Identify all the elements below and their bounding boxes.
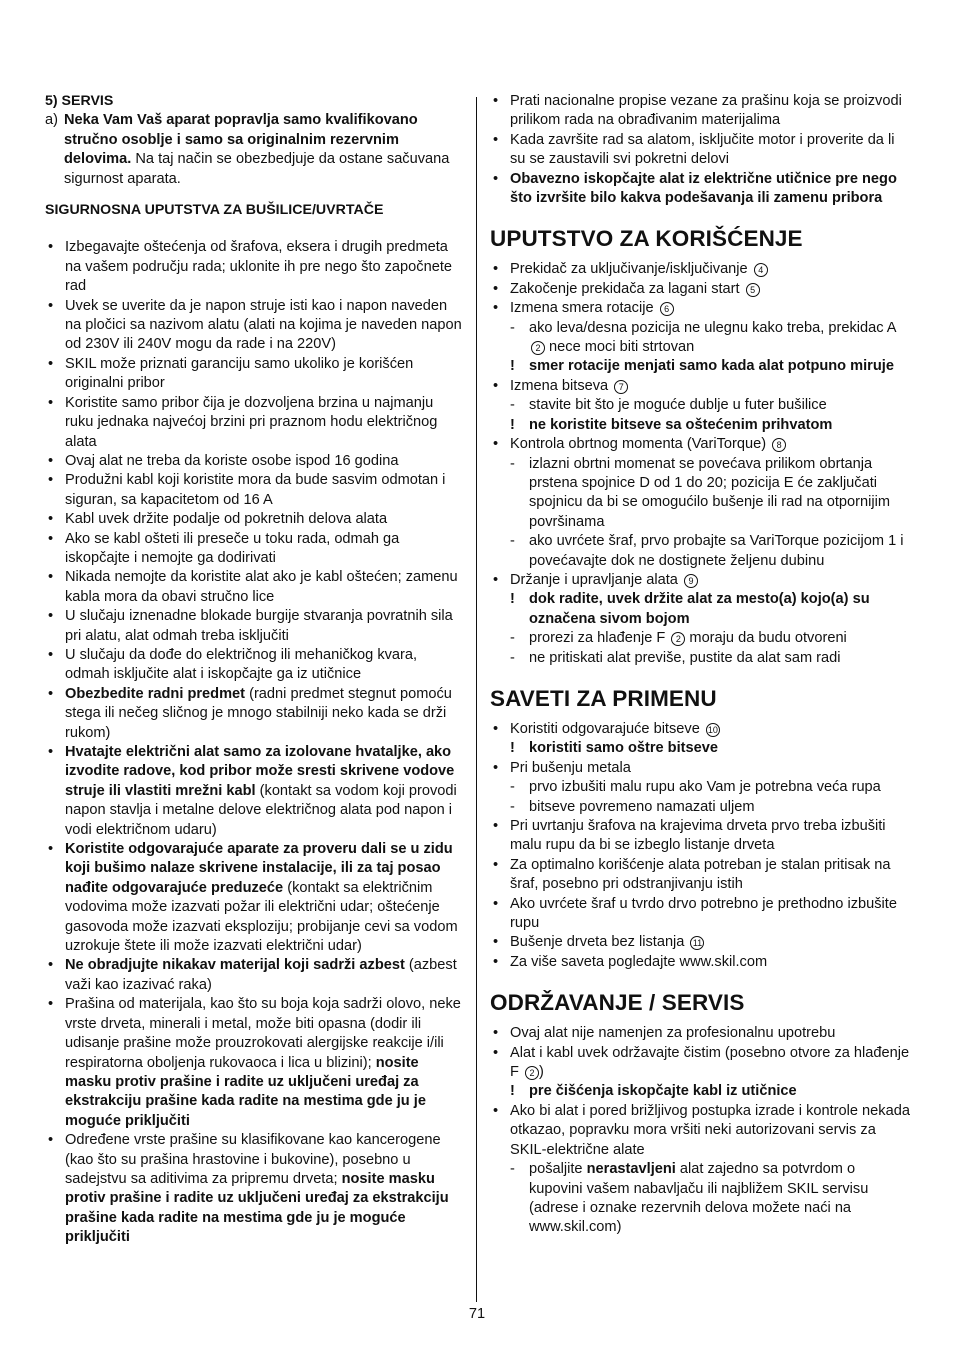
bold-text: Obezbedite radni predmet <box>65 685 246 702</box>
tips-bullet: • Za optimalno korišćenje alata potreban je stalan pritisak na šraf, posebno pri odstranjivanju istih <box>490 856 910 895</box>
body-text: Koristiti odgovarajuće bitseve <box>510 720 700 737</box>
tips-warning: ! koristiti samo oštre bitseve <box>490 739 910 758</box>
body-text: Izmena smera rotacije <box>510 300 654 317</box>
safety-bullet: • Kada završite rad sa alatom, isključite motor i proverite da li su se zaustavili svi pokretni delovi <box>490 131 910 170</box>
section-title-maintenance: ODRŽAVANJE / SERVIS <box>490 990 745 1016</box>
tips-subitem: - prvo izbušiti malu rupu ako Vam je potrebna veća rupa <box>490 778 910 797</box>
maintenance-bullet: • Ovaj alat nije namenjen za profesionalnu upotrebu <box>490 1024 910 1043</box>
body-text: ) <box>538 1064 544 1081</box>
safety-bullet: • Koristite samo pribor čija je dozvoljena brzina u najmanju ruku jednaka najvećoj brzini pri praznom hodu električnog alata <box>45 394 465 452</box>
maintenance-subitem <box>490 1160 910 1238</box>
body-text: (radni predmet stegnut pomoću stega ili nečeg sličnog je mnogo stabilniji neko kada se drži rukom) <box>65 685 452 741</box>
body-text: pošaljite <box>529 1161 587 1178</box>
body-text: Izmena bitseva <box>510 377 609 394</box>
figure-ref-badge: 11 <box>690 936 704 950</box>
body-text: ako leva/desna pozicija ne ulegnu kako treba, prekidac A <box>529 319 896 336</box>
tips-bullet <box>490 720 910 739</box>
safety-bullet <box>490 170 910 209</box>
figure-ref-badge: 10 <box>707 724 718 735</box>
figure-ref-badge: 8 <box>772 438 786 452</box>
maintenance-bullet <box>490 1044 910 1083</box>
usage-subitem <box>490 629 910 648</box>
bold-text: nosite masku protiv prašine i radite uz uključeni uređaj za ekstrakciju prašine kada radite na mestima gde ju je moguće priključiti <box>65 1170 449 1246</box>
body-text: Zakočenje prekidača za lagani start <box>510 280 740 297</box>
body-text: Alat i kabl uvek održavajte čistim (posebno otvore za hlađenje F <box>510 1044 910 1081</box>
item-label: a) <box>45 112 58 129</box>
safety-bullet <box>45 685 465 743</box>
usage-warning: ! ne koristite bitseve sa oštećenim prihvatom <box>490 416 910 435</box>
body-text: (kontakt sa vodom koji provodi napon stavlja i metalne delove električnog alata pod napon i vodi električnom udaru) <box>65 782 457 838</box>
body-text: Bušenje drveta bez listanja <box>510 934 685 951</box>
bold-text: Obavezno iskopčajte alat iz električne utičnice pre nego što izvršite bilo kakva podešavanja ili zamenu pribora <box>510 170 897 207</box>
figure-ref-badge: 4 <box>754 263 768 277</box>
maintenance-bullet: • Ako bi alat i pored brižljivog postupka izrade i kontrole nekada otkazao, popravku mora vršiti neki autorizovani servis za SKIL-električne alate <box>490 1102 910 1160</box>
safety-bullet: • Uvek se uverite da je napon struje isti kao i napon naveden na pločici sa nazivom alatu (alati na kojima je naveden napon od 230V ili 240V mogu da rade i na 220V) <box>45 297 465 355</box>
usage-bullet <box>490 377 910 396</box>
safety-bullet <box>45 743 465 840</box>
body-text: alat zajedno sa potvrdom o kupovini vašem nabavljaču ili najbližem SKIL servisu (adrese i oznake rezervnih delova možete naći na www.skil.com) <box>529 1161 869 1236</box>
figure-ref-badge: 2 <box>531 341 545 355</box>
tips-subitem: - bitseve povremeno namazati uljem <box>490 798 910 817</box>
usage-subitem: - stavite bit što je moguće dublje u futer bušilice <box>490 396 910 415</box>
bold-text: Hvatajte električni alat samo za izolovane hvataljke, ako izvodite radove, kod pribor može sresti skrivene vodove struje ili vlastiti mrežni kabl <box>65 744 455 799</box>
bold-text: nerastavljeni <box>586 1161 676 1178</box>
usage-subitem: - izlazni obrtni momenat se povećava prilikom obrtanja prstena spojnice D od 1 do 20; pozicija E će zaključati spojnicu da bi se omogućilo bušenje ili rad na otpornijim površinama <box>490 455 910 533</box>
body-text: Određene vrste prašine su klasifikovane kao kancerogene (kao što su prašina hrastovine i bukovine), posebno u sadejstvu sa aditivima za pripremu drveta; <box>65 1132 441 1187</box>
safety-bullet: • U slučaju iznenadne blokade burgije stvaranja povratnih sila pri alatu, alat odmah treba isključiti <box>45 607 465 646</box>
body-text: (azbest važi kao izazivać raka) <box>65 957 457 993</box>
body-text: moraju da budu otvoreni <box>685 630 847 647</box>
body-text: Kontrola obrtnog momenta (VariTorque) <box>510 436 767 453</box>
servis-a-text: Na taj način se obezbedjuje da ostane sačuvana sigurnost aparata. <box>64 151 450 187</box>
body-text: prorezi za hlađenje F <box>529 630 666 647</box>
safety-heading: SIGURNOSNA UPUTSTVA ZA BUŠILICE/UVRTAČE <box>45 202 384 219</box>
tips-bullet: • Pri uvrtanju šrafova na krajevima drveta prvo treba izbušiti malu rupu da bi se izbeglo listanje drveta <box>490 817 910 856</box>
tips-bullet: • Pri bušenju metala <box>490 759 910 778</box>
safety-bullet: • SKIL može priznati garanciju samo ukoliko je korišćen originalni pribor <box>45 355 465 394</box>
safety-bullet: • U slučaju da dođe do električnog ili mehaničkog kvara, odmah isključite alat i iskopčajte ga iz utičnice <box>45 646 465 685</box>
usage-warning: ! smer rotacije menjati samo kada alat potpuno miruje <box>490 357 910 376</box>
figure-ref-badge: 7 <box>614 380 628 394</box>
figure-ref-badge: 5 <box>746 283 760 297</box>
usage-bullet <box>490 280 910 299</box>
usage-bullet <box>490 435 910 454</box>
safety-bullet: • Ako se kabl ošteti ili preseče u toku rada, odmah ga iskopčajte i nemojte ga dodirivati <box>45 530 465 569</box>
usage-subitem <box>490 319 910 358</box>
usage-subitem: - ako uvrćete šraf, prvo probajte sa VariTorque pozicijom 1 i povećavajte dok ne dostignete željenu dubinu <box>490 532 910 571</box>
safety-bullet: • Ovaj alat ne treba da koriste osobe ispod 16 godina <box>45 452 465 471</box>
right-column <box>490 92 910 1238</box>
safety-bullet: • Prati nacionalne propise vezane za prašinu koja se proizvodi prilikom rada na obrađivanim materijalima <box>490 92 910 131</box>
safety-bullet: • Izbegavajte oštećenja od šrafova, eksera i drugih predmeta na vašem području rada; uklonite ih pre nego što započnete rad <box>45 238 465 296</box>
tips-bullet: • Za više saveta pogledajte www.skil.com <box>490 953 910 972</box>
safety-bullet <box>45 840 465 956</box>
figure-ref-badge: 9 <box>684 574 698 588</box>
usage-bullet <box>490 299 910 318</box>
figure-ref-badge: 2 <box>525 1066 539 1080</box>
body-text: Držanje i upravljanje alata <box>510 571 678 588</box>
safety-bullet: • Produžni kabl koji koristite mora da bude sasvim odmotan i siguran, sa kapacitetom od 16 A <box>45 471 465 510</box>
safety-bullet <box>45 995 465 1131</box>
body-text: Prekidač za uključivanje/isključivanje <box>510 261 748 278</box>
page-number: 71 <box>468 1306 486 1322</box>
safety-bullet <box>45 1131 465 1247</box>
figure-ref-badge: 6 <box>660 302 674 316</box>
bold-text: nosite masku protiv prašine i radite uz uključeni uređaj za ekstrakciju prašine kada radite na mestima gde ju je moguće priključiti <box>65 1054 426 1129</box>
usage-bullet <box>490 260 910 279</box>
tips-bullet: • Ako uvrćete šraf u tvrdo drvo potrebno je prethodno izbušite rupu <box>490 895 910 934</box>
tips-bullet <box>490 933 910 952</box>
usage-warning: ! dok radite, uvek držite alat za mesto(a) kojo(a) su označena sivom bojom <box>490 590 910 629</box>
servis-heading: 5) SERVIS <box>45 93 114 109</box>
safety-bullet: • Kabl uvek držite podalje od pokretnih delova alata <box>45 510 465 529</box>
servis-a-bold: Neka Vam Vaš aparat popravlja samo kvalifikovano stručno osoblje i samo sa originalnim rezervnim delovima. <box>64 112 418 168</box>
bold-text: Ne obradjujte nikakav materijal koji sadrži azbest <box>65 957 405 974</box>
servis-item-a <box>45 111 465 189</box>
safety-bullet: • Nikada nemojte da koristite alat ako je kabl oštećen; zamenu kabla mora da obavi stručno lice <box>45 568 465 607</box>
maintenance-warning: ! pre čišćenja iskopčajte kabl iz utičnice <box>490 1082 910 1101</box>
section-title-tips: SAVETI ZA PRIMENU <box>490 685 717 711</box>
body-text: Prašina od materijala, kao što su boja koja sadrži olovo, neke vrste drveta, minerali i metal, može biti opasna (dodir ili udisanje prašine može prouzrokovati alergijske reakcije i/ili respiratorna obolјenja rukovaoca i lica u blizini); <box>65 996 461 1071</box>
left-column <box>45 92 465 1248</box>
safety-bullet <box>45 956 465 995</box>
body-text: nece moci biti strtovan <box>545 339 695 356</box>
usage-subitem: - ne pritiskati alat previše, pustite da alat sam radi <box>490 649 910 668</box>
usage-bullet <box>490 571 910 590</box>
figure-ref-badge: 2 <box>671 632 685 646</box>
body-text: (kontakt sa električnim vodovima može izazvati požar ili električni udar; oštećenje gasovoda može izazvati eksploziju; probijanje cevi sa vodom uzrokuje štete ili može izazvati električni udar) <box>65 879 458 955</box>
section-title-usage: UPUTSTVO ZA KORIŠĆENJE <box>490 226 803 252</box>
column-divider <box>476 97 477 1302</box>
bold-text: Koristite odgovarajuće aparate za proveru dali se u zidu koji bušimo nalaze skrivene instalacije, ili za taj posao nađite odgovarajuće preduzeće <box>65 841 453 896</box>
